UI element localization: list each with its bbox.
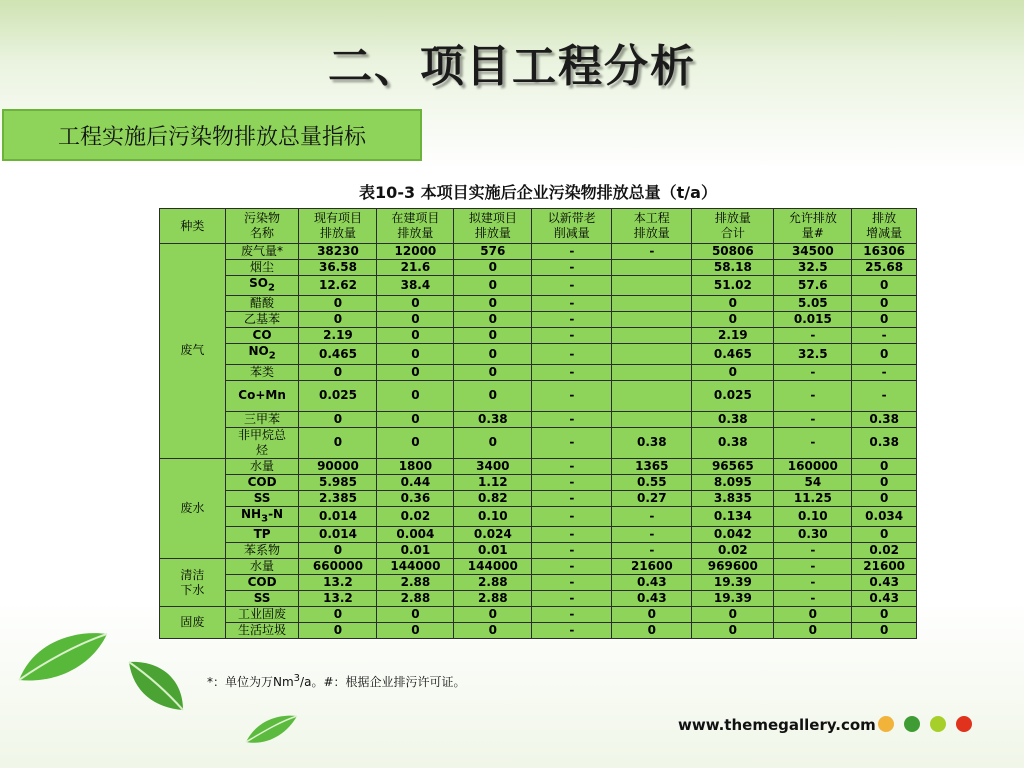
cell-existing: 13.2 [299,575,377,591]
cell-permitted: 0.10 [774,506,852,526]
cell-change: 0.02 [852,543,917,559]
pollutant-name-cell: 生活垃圾 [225,623,299,639]
cell-this-project [612,380,692,411]
cell-this-project: 0.38 [612,427,692,458]
cell-total: 0.025 [692,380,774,411]
cell-total: 0 [692,296,774,312]
pollutant-name-cell: Co+Mn [225,380,299,411]
table-row [160,411,917,427]
waste-gas-category-cell: 废气 [160,244,226,459]
pollutant-name-cell: SS [225,490,299,506]
cell-permitted: - [774,543,852,559]
pollutant-name-suffix: -N [268,506,284,521]
cell-permitted: 32.5 [774,344,852,364]
header-existing: 现有项目 排放量 [299,209,377,244]
cell-existing: 0 [299,411,377,427]
table-row [160,591,917,607]
cell-planned: 0 [454,260,532,276]
cell-total: 0 [692,623,774,639]
cell-planned: 2.88 [454,591,532,607]
cell-permitted: 54 [774,474,852,490]
cell-offset: - [532,458,612,474]
cell-existing: 0 [299,296,377,312]
green-dot-icon [904,716,920,732]
cell-total: 50806 [692,244,774,260]
cell-total: 19.39 [692,575,774,591]
cell-existing: 5.985 [299,474,377,490]
pollutant-name-cell [225,344,299,364]
cell-this-project: - [612,527,692,543]
cell-existing: 0.014 [299,527,377,543]
cell-existing: 0 [299,607,377,623]
cell-construction: 2.88 [377,575,454,591]
cell-existing: 90000 [299,458,377,474]
cell-change: 0 [852,312,917,328]
header-offset: 以新带老 削减量 [532,209,612,244]
cell-this-project: 21600 [612,559,692,575]
header-planned: 拟建项目 排放量 [454,209,532,244]
header-this-project: 本工程 排放量 [612,209,692,244]
cell-total: 0.02 [692,543,774,559]
cell-construction: 0 [377,312,454,328]
cell-permitted: - [774,427,852,458]
header-category: 种类 [160,209,226,244]
cell-construction: 0 [377,411,454,427]
cell-this-project: - [612,244,692,260]
cell-offset: - [532,607,612,623]
table-row [160,543,917,559]
header-under-construction: 在建项目 排放量 [377,209,454,244]
cell-total: 0 [692,364,774,380]
pollutant-name: NH [241,506,262,521]
cell-this-project [612,296,692,312]
cell-planned: 1.12 [454,474,532,490]
cell-change: 0.38 [852,427,917,458]
cell-planned: 576 [454,244,532,260]
cell-offset: - [532,427,612,458]
cell-change: 0 [852,276,917,296]
pollutant-name-cell [225,506,299,526]
website-link[interactable]: www.themegallery.com [678,716,876,734]
pollutant-name-cell: 苯类 [225,364,299,380]
cell-existing: 2.19 [299,328,377,344]
cell-change: 0.034 [852,506,917,526]
cell-existing: 0 [299,427,377,458]
cell-existing: 0 [299,623,377,639]
table-row [160,506,917,526]
cell-permitted: - [774,559,852,575]
cell-this-project: 0.43 [612,591,692,607]
table-row [160,312,917,328]
cell-existing: 0.025 [299,380,377,411]
cell-offset: - [532,527,612,543]
leaf-icon [243,712,299,746]
cell-planned: 0 [454,296,532,312]
red-dot-icon [956,716,972,732]
table-row [160,607,917,623]
cell-permitted: - [774,411,852,427]
cell-this-project: 0 [612,623,692,639]
cell-permitted: 32.5 [774,260,852,276]
cell-permitted: 57.6 [774,276,852,296]
table-row [160,575,917,591]
cell-existing: 0 [299,543,377,559]
cell-offset: - [532,474,612,490]
pollutant-name-cell: CO [225,328,299,344]
table-row [160,527,917,543]
pollutant-name-cell: 乙基苯 [225,312,299,328]
cell-this-project [612,328,692,344]
cell-permitted: 34500 [774,244,852,260]
cell-this-project: - [612,543,692,559]
cell-construction: 0 [377,364,454,380]
solid-waste-category-cell: 固废 [160,607,226,639]
cell-offset: - [532,411,612,427]
cell-this-project [612,276,692,296]
pollutant-name: SO [249,276,268,290]
cell-construction: 0 [377,380,454,411]
cell-permitted: - [774,591,852,607]
cell-total: 0 [692,312,774,328]
pollutant-name-cell: COD [225,575,299,591]
cell-planned: 0.01 [454,543,532,559]
table-header-row [160,209,917,244]
cell-this-project [612,364,692,380]
cell-construction: 0.01 [377,543,454,559]
cell-change: 0 [852,458,917,474]
cell-existing: 0.014 [299,506,377,526]
section-label-box [2,109,422,161]
cell-planned: 3400 [454,458,532,474]
cell-construction: 1800 [377,458,454,474]
cell-construction: 0 [377,427,454,458]
orange-dot-icon [878,716,894,732]
category-label: 下水 [180,582,205,597]
cell-offset: - [532,591,612,607]
cell-permitted: 5.05 [774,296,852,312]
cell-offset: - [532,575,612,591]
cell-existing: 36.58 [299,260,377,276]
pollutant-name-cell: SS [225,591,299,607]
pollutant-name: NO [248,344,269,359]
cell-offset: - [532,344,612,364]
cell-change: 0 [852,527,917,543]
cell-construction: 12000 [377,244,454,260]
leaf-icon [125,658,187,714]
cell-construction: 144000 [377,559,454,575]
header-total: 排放量 合计 [692,209,774,244]
cell-offset: - [532,276,612,296]
cell-this-project: 0 [612,607,692,623]
cell-offset: - [532,328,612,344]
section-label: 工程实施后污染物排放总量指标 [57,124,366,150]
pollutant-subscript: 3 [261,513,269,525]
pollutant-name-cell: COD [225,474,299,490]
table-row [160,490,917,506]
table-row [160,427,917,458]
table-row [160,364,917,380]
table-row [160,276,917,296]
cell-planned: 0 [454,427,532,458]
cell-change: 0 [852,474,917,490]
cell-total: 19.39 [692,591,774,607]
cell-permitted: 160000 [774,458,852,474]
cell-existing: 0.465 [299,344,377,364]
pollutant-name-cell: 烟尘 [225,260,299,276]
cell-permitted: 11.25 [774,490,852,506]
cell-construction: 0 [377,344,454,364]
pollutant-name-cell: 三甲苯 [225,411,299,427]
cell-existing: 38230 [299,244,377,260]
cell-total: 8.095 [692,474,774,490]
header-pollutant: 污染物 名称 [225,209,299,244]
cell-this-project: 0.55 [612,474,692,490]
cell-change: - [852,380,917,411]
cell-construction: 38.4 [377,276,454,296]
cell-change: 0 [852,490,917,506]
cell-planned: 0 [454,380,532,411]
cell-change: 0 [852,296,917,312]
cell-permitted: 0.30 [774,527,852,543]
cell-construction: 21.6 [377,260,454,276]
cell-existing: 0 [299,312,377,328]
table-row [160,244,917,260]
cell-offset: - [532,490,612,506]
cell-total: 0.465 [692,344,774,364]
cell-offset: - [532,364,612,380]
footnote: *：单位为万Nm$^3$/a。#：根据企业排污许可证。 [207,673,466,689]
cell-offset: - [532,260,612,276]
cell-total: 0.042 [692,527,774,543]
cell-construction: 0 [377,607,454,623]
cell-planned: 0.10 [454,506,532,526]
pollutant-subscript: 2 [268,350,276,362]
cell-existing: 660000 [299,559,377,575]
table-row [160,474,917,490]
cell-existing: 12.62 [299,276,377,296]
header-change: 排放 增减量 [852,209,917,244]
cell-offset: - [532,559,612,575]
cell-construction: 0.36 [377,490,454,506]
cell-permitted: - [774,364,852,380]
cell-existing: 2.385 [299,490,377,506]
cell-total: 0.134 [692,506,774,526]
cell-total: 0 [692,607,774,623]
cell-permitted: - [774,380,852,411]
cell-change: 0.38 [852,411,917,427]
pollutant-name-cell [225,276,299,296]
cell-this-project [612,344,692,364]
cell-planned: 0 [454,328,532,344]
pollutant-name-cell: 工业固废 [225,607,299,623]
cell-this-project: 1365 [612,458,692,474]
cell-this-project [612,260,692,276]
cell-offset: - [532,312,612,328]
cell-change: 0 [852,607,917,623]
cell-change: 16306 [852,244,917,260]
cell-construction: 0.004 [377,527,454,543]
cell-construction: 0.02 [377,506,454,526]
table-row [160,328,917,344]
cell-planned: 2.88 [454,575,532,591]
cell-total: 0.38 [692,427,774,458]
pollutant-name-cell: TP [225,527,299,543]
cell-construction: 0 [377,296,454,312]
pollutant-subscript: 2 [268,282,275,294]
cell-total: 58.18 [692,260,774,276]
table-row [160,260,917,276]
cell-construction: 0.44 [377,474,454,490]
cell-planned: 0 [454,276,532,296]
cell-offset: - [532,543,612,559]
pollutant-name-cell: 水量 [225,559,299,575]
table-row [160,344,917,364]
cell-offset: - [532,296,612,312]
pollutant-name-cell: 醋酸 [225,296,299,312]
cell-change: 25.68 [852,260,917,276]
table-row [160,559,917,575]
cell-total: 2.19 [692,328,774,344]
cell-change: 0 [852,344,917,364]
cell-permitted: 0 [774,607,852,623]
slide-title: 二、项目工程分析 [328,41,696,92]
cell-planned: 144000 [454,559,532,575]
cell-total: 969600 [692,559,774,575]
cell-planned: 0 [454,607,532,623]
cell-total: 51.02 [692,276,774,296]
cell-this-project: 0.27 [612,490,692,506]
pollutant-name-cell: 废气量* [225,244,299,260]
pollution-table [159,208,917,639]
pollutant-name-cell: 非甲烷总烃 [225,427,299,458]
waste-water-category-cell: 废水 [160,458,226,558]
cell-total: 3.835 [692,490,774,506]
table-row [160,296,917,312]
cell-total: 96565 [692,458,774,474]
cell-planned: 0 [454,364,532,380]
cell-total: 0.38 [692,411,774,427]
header-permitted: 允许排放 量# [774,209,852,244]
leaf-icon [15,628,110,686]
cell-change: - [852,364,917,380]
cell-permitted: - [774,328,852,344]
pollutant-name-cell: 水量 [225,458,299,474]
table-caption: 表10-3 本项目实施后企业污染物排放总量（t/a） [359,183,717,202]
cell-existing: 13.2 [299,591,377,607]
cell-change: 21600 [852,559,917,575]
table-row [160,380,917,411]
cell-offset: - [532,506,612,526]
cell-construction: 0 [377,328,454,344]
table-row [160,458,917,474]
cell-permitted: 0 [774,623,852,639]
cell-planned: 0.82 [454,490,532,506]
pollutant-name-cell: 苯系物 [225,543,299,559]
cell-change: 0 [852,623,917,639]
cell-this-project: - [612,506,692,526]
cell-offset: - [532,244,612,260]
cell-offset: - [532,380,612,411]
cell-permitted: 0.015 [774,312,852,328]
cell-change: - [852,328,917,344]
cell-planned: 0 [454,623,532,639]
cell-this-project [612,411,692,427]
cell-offset: - [532,623,612,639]
cell-change: 0.43 [852,591,917,607]
cell-planned: 0 [454,312,532,328]
cell-this-project: 0.43 [612,575,692,591]
cell-planned: 0.024 [454,527,532,543]
cell-planned: 0.38 [454,411,532,427]
category-label: 清洁 [180,567,205,582]
cell-construction: 2.88 [377,591,454,607]
cell-planned: 0 [454,344,532,364]
cell-permitted: - [774,575,852,591]
table-row [160,623,917,639]
cell-this-project [612,312,692,328]
lime-dot-icon [930,716,946,732]
cell-change: 0.43 [852,575,917,591]
clean-water-category-cell [160,559,226,607]
cell-construction: 0 [377,623,454,639]
cell-existing: 0 [299,364,377,380]
